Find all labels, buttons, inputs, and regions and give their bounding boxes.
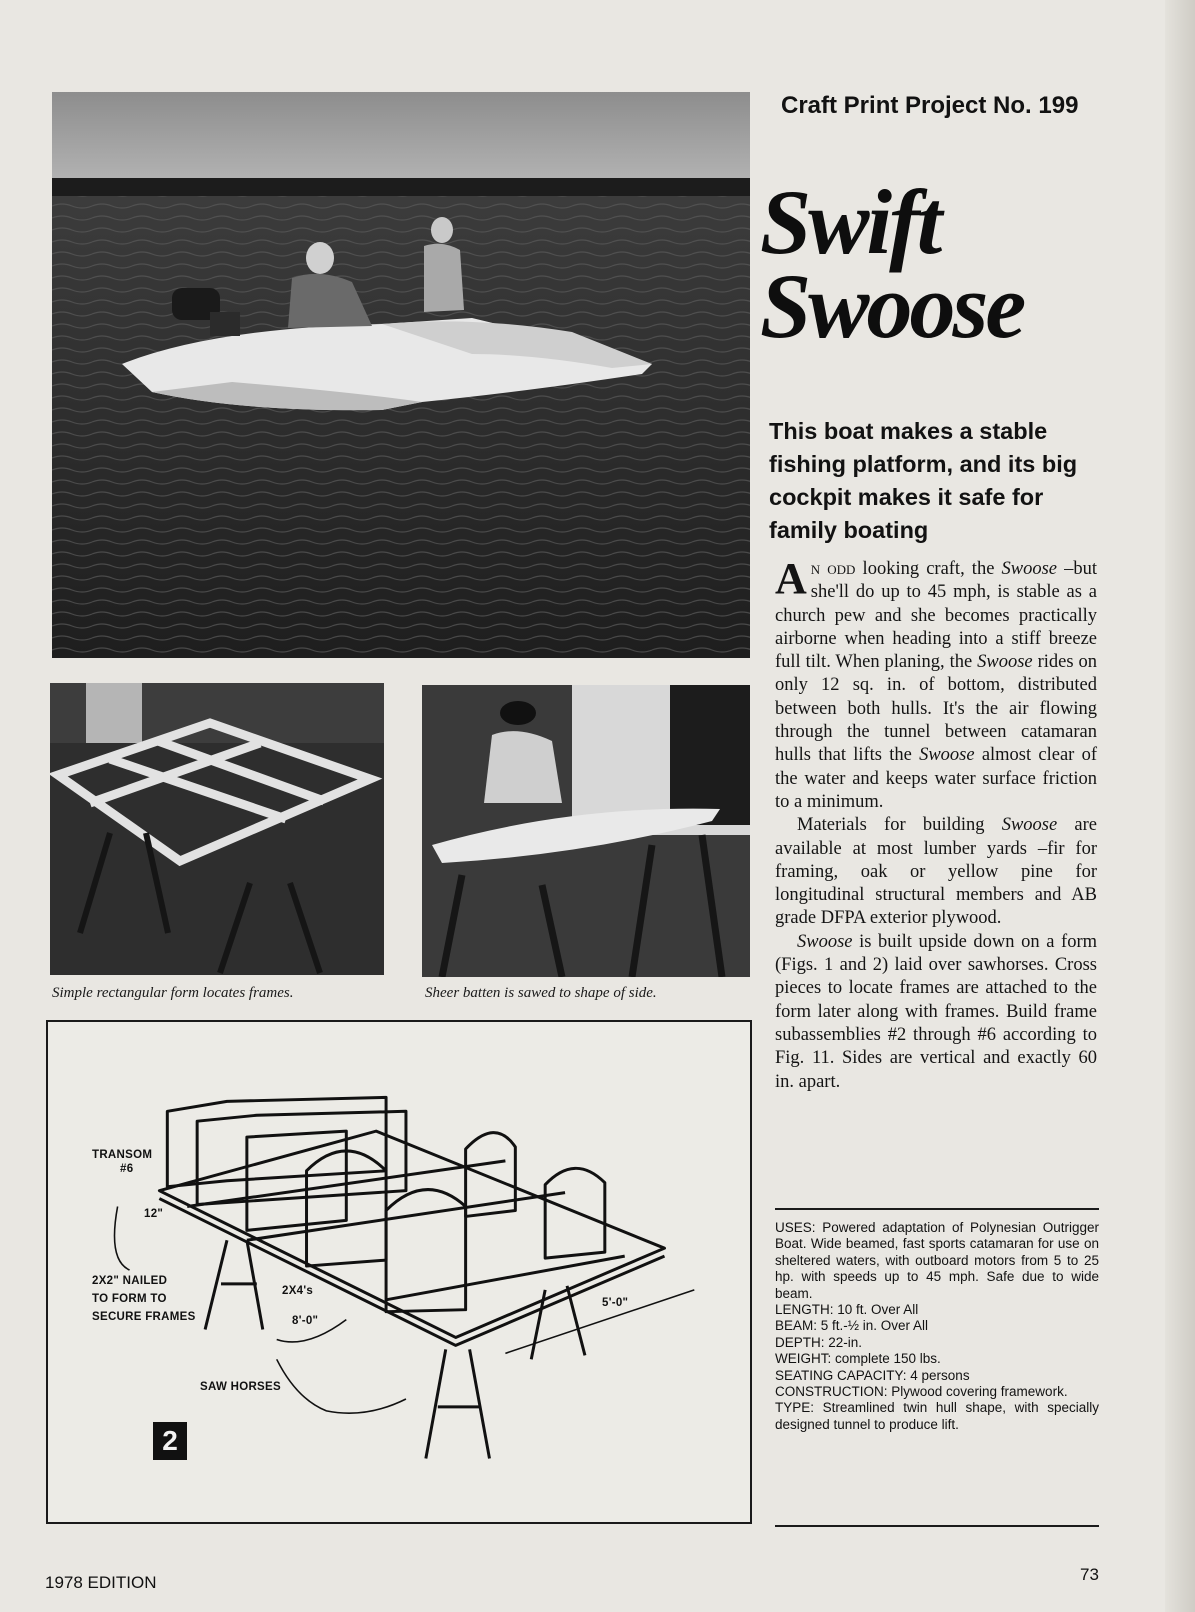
drop-cap: A [775, 554, 807, 603]
page-number: 73 [1080, 1565, 1099, 1584]
spec-uses: USES: Powered adaptation of Polynesian Outrigger Boat. Wide beamed, fast sports catamaran for use on sheltered waters, with outboard motors from 5 to 25 hp. with speeds up to 45 mph. Safe due to wide beam. [775, 1220, 1099, 1301]
spec-construction: CONSTRUCTION: Plywood covering framework. [775, 1384, 1068, 1400]
label-dim-12: 12" [144, 1208, 164, 1220]
title-line-1: Swift [760, 171, 940, 273]
spec-length: LENGTH: 10 ft. Over All [775, 1302, 919, 1318]
spec-seating: SEATING CAPACITY: 4 persons [775, 1367, 970, 1383]
article-body [775, 554, 1098, 1094]
spec-weight: WEIGHT: complete 150 lbs. [775, 1351, 941, 1367]
label-saw-horses: SAW HORSES [200, 1381, 281, 1393]
label-2x4s: 2X4's [282, 1285, 314, 1297]
specs-box [775, 1220, 1099, 1433]
photo-boat-on-water [52, 92, 750, 658]
page-edge [1165, 0, 1195, 1612]
spec-depth: DEPTH: 22-in. [775, 1334, 863, 1350]
paragraph-1: An odd looking craft, the Swoose –but she'll do up to 45 mph, is stable as a church pew and she becomes practically airborne when heading into a stiff breeze full tilt. When planing, the Swoose rides on only 12 sq. in. of bottom, distributed between both hulls. It's the air flowing through the tunnel between catamaran hulls that lifts the Swoose almost clear of the water and keeps water surface friction to a minimum. [775, 554, 1098, 812]
photo-rectangular-form [50, 683, 384, 975]
article-title [760, 171, 1120, 357]
label-nailed-2: TO FORM TO [92, 1293, 167, 1305]
project-label: Craft Print Project No. 199 [781, 92, 1079, 119]
title-line-2: Swoose [760, 255, 1024, 357]
article-subtitle: This boat makes a stable fishing platform, and its big cockpit makes it safe for family boating [769, 418, 1078, 543]
spec-type: TYPE: Streamlined twin hull shape, with specially designed tunnel to produce lift. [775, 1400, 1099, 1432]
specs-top-rule [775, 1208, 1099, 1210]
photo-sheer-batten [422, 685, 750, 977]
figure-2-diagram [46, 1020, 752, 1524]
label-dim-8ft: 8'-0" [292, 1315, 319, 1327]
paragraph-3: Swoose is built upside down on a form (Figs. 1 and 2) laid over sawhorses. Cross pieces to locate frames are attached to the form later along with frames. Build frame subassemblies #2 through #6 according to Fig. 11. Sides are vertical and exactly 60 in. apart. [775, 931, 1097, 1092]
label-nailed-3: SECURE FRAMES [92, 1311, 196, 1323]
paragraph-2: Materials for building Swoose are available at most lumber yards –fir for framing, oak or yellow pine for longitudinal structural members and AB grade DFPA exterior plywood. [775, 815, 1097, 929]
label-dim-5ft: 5'-0" [602, 1297, 629, 1309]
caption-batten: Sheer batten is sawed to shape of side. [425, 985, 657, 1001]
caption-form: Simple rectangular form locates frames. [52, 985, 294, 1001]
figure-number-badge: 2 [153, 1422, 187, 1460]
label-nailed-1: 2X2" NAILED [92, 1275, 168, 1287]
edition-footer: 1978 EDITION [45, 1573, 157, 1592]
label-transom-number: #6 [120, 1163, 134, 1175]
specs-bottom-rule [775, 1525, 1099, 1527]
spec-beam: BEAM: 5 ft.-½ in. Over All [775, 1318, 929, 1334]
label-transom: TRANSOM [92, 1149, 153, 1161]
